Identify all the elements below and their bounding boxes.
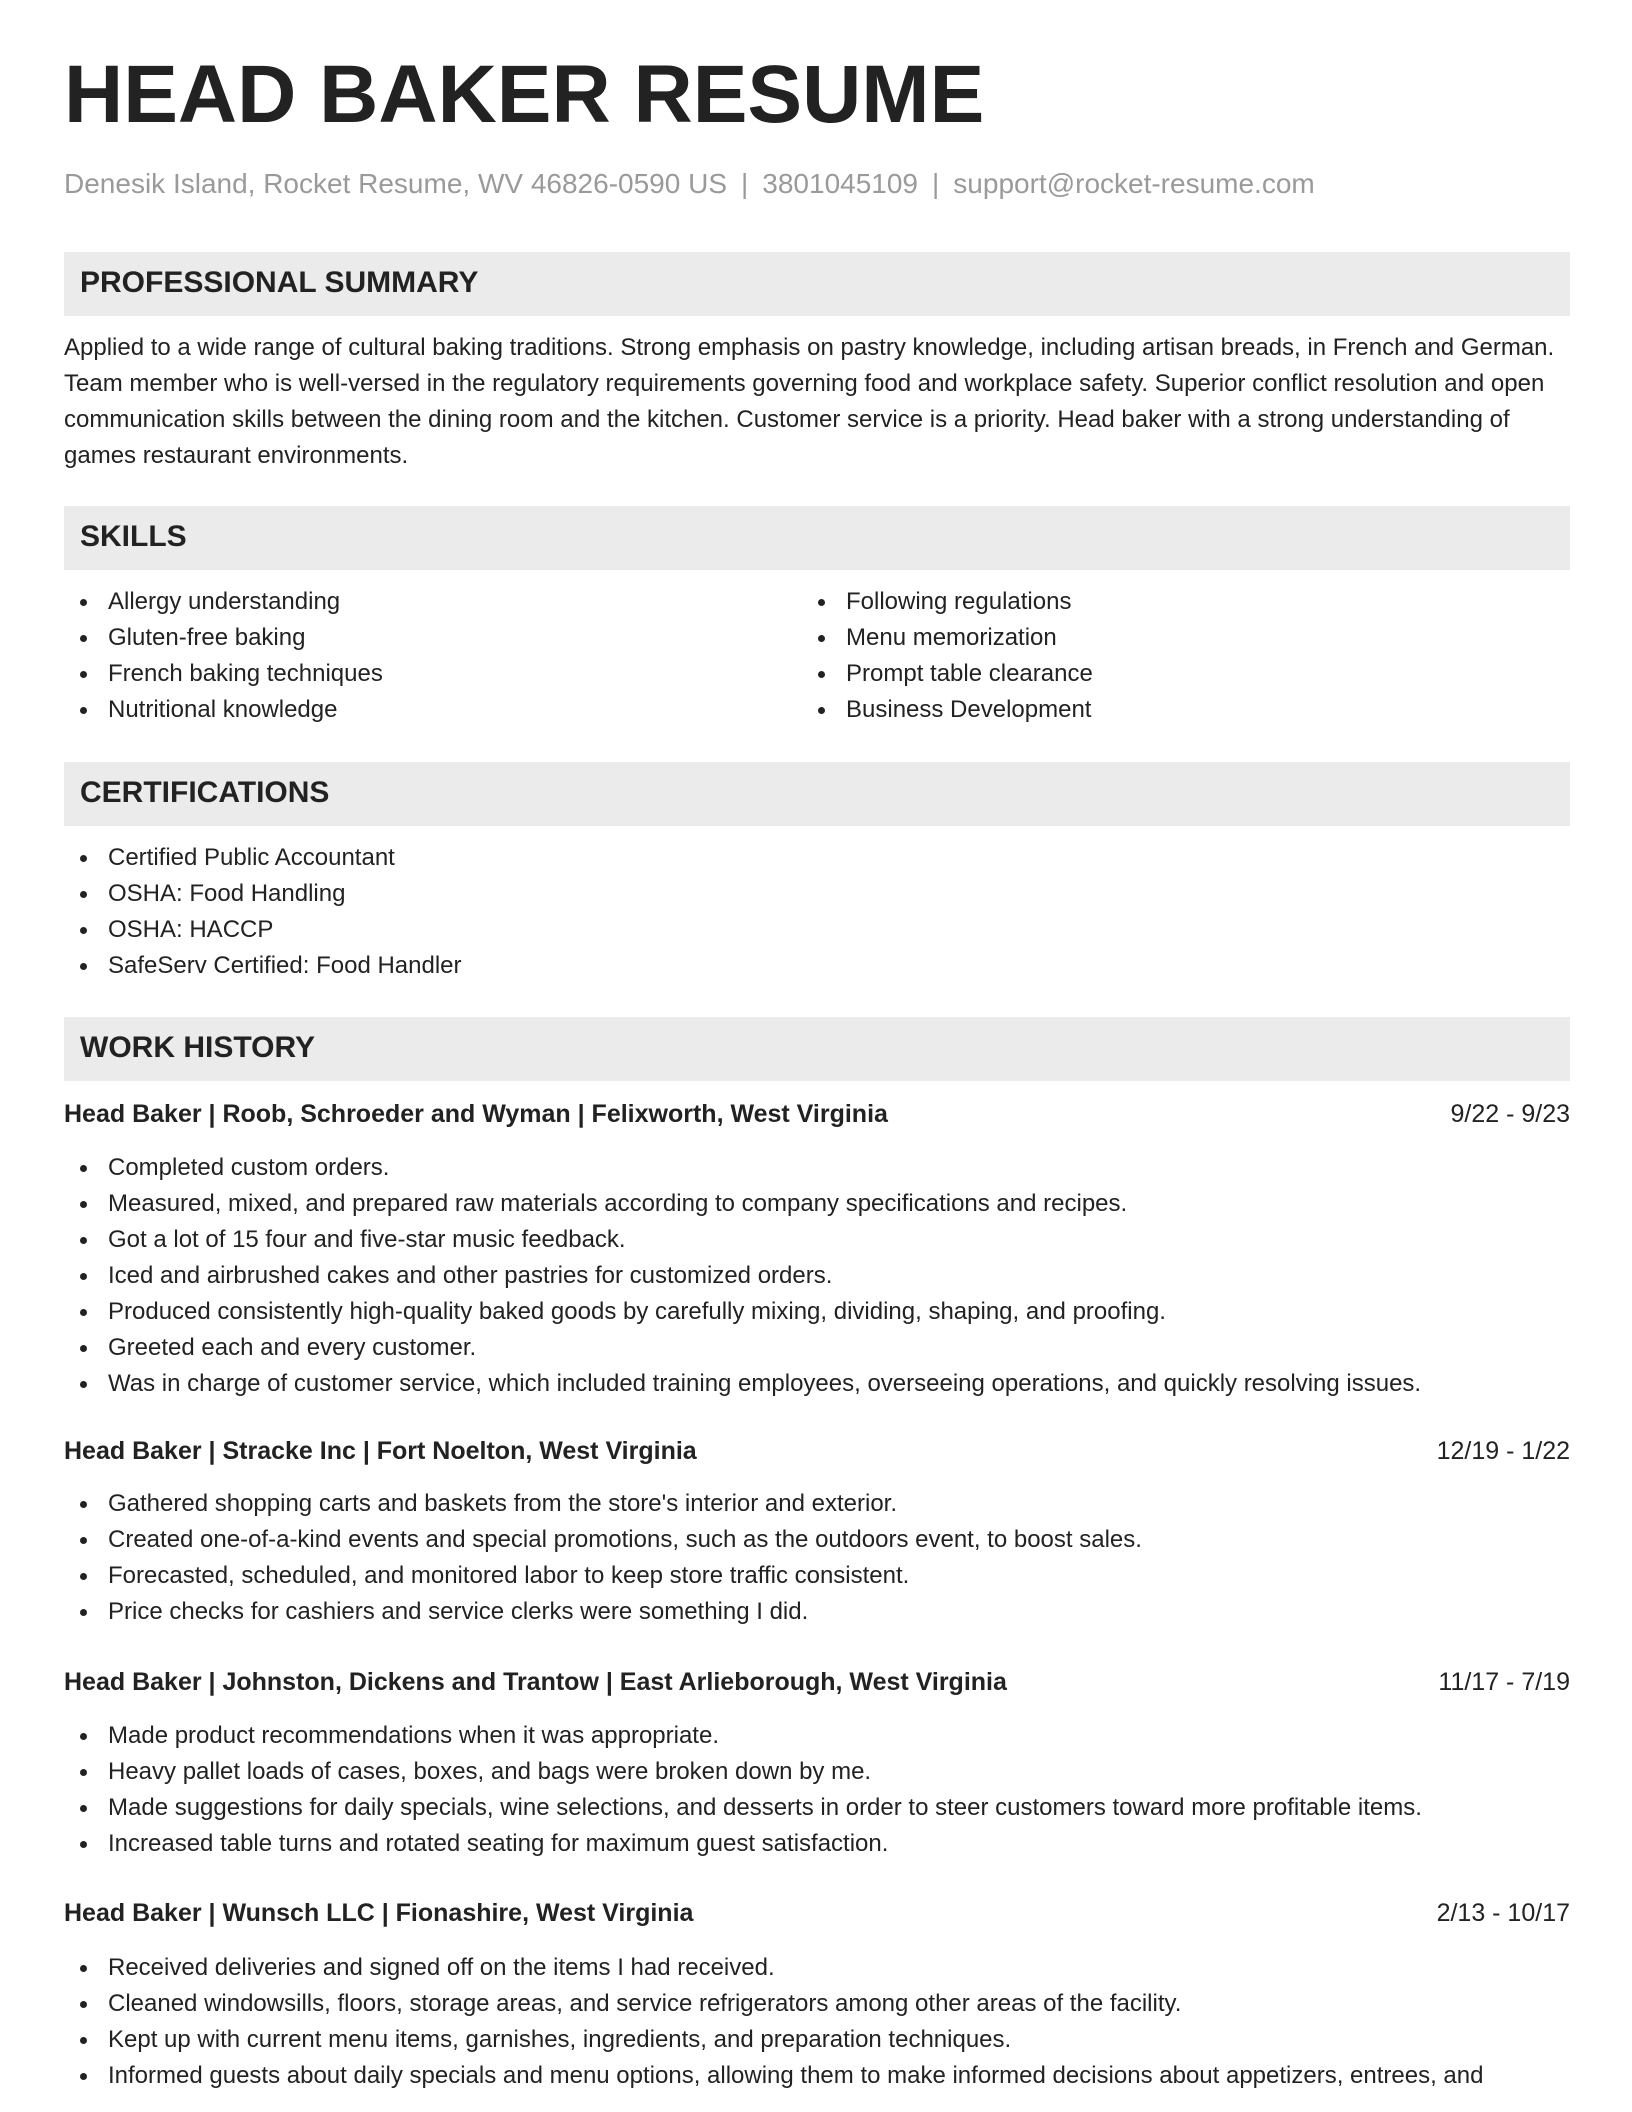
job-bullet: Gathered shopping carts and baskets from the store's interior and exterior. [64,1486,1142,1522]
job-bullets [64,1150,1421,1402]
job-header [64,1664,1570,1700]
job-dates: 2/13 - 10/17 [1436,1899,1570,1927]
job-bullet: Heavy pallet loads of cases, boxes, and bags were broken down by me. [64,1754,1422,1790]
certification-item: OSHA: HACCP [64,912,462,948]
job-bullets [64,1718,1422,1862]
certifications-list [64,840,462,984]
skill-item: Gluten-free baking [64,620,383,656]
job-bullet: Kept up with current menu items, garnishes, ingredients, and preparation techniques. [64,2022,1483,2058]
job-bullet: Produced consistently high-quality baked goods by carefully mixing, dividing, shaping, and proofing. [64,1294,1421,1330]
job-header [64,1433,1570,1469]
job-bullet: Made suggestions for daily specials, wine selections, and desserts in order to steer customers toward more profitable items. [64,1790,1422,1826]
work-heading: WORK HISTORY [80,1031,316,1064]
contact-phone: 3801045109 [762,168,919,199]
job-bullet: Informed guests about daily specials and menu options, allowing them to make informed decisions about appetizers, entrees, and [64,2058,1483,2094]
job-title: Head Baker | Wunsch LLC | Fionashire, West Virginia [64,1899,694,1927]
job-bullet: Completed custom orders. [64,1150,1421,1186]
job-bullets [64,1486,1142,1630]
skill-item: Prompt table clearance [802,656,1093,692]
skills-heading: SKILLS [80,520,187,553]
skills-list-right [802,584,1093,728]
skill-item: Nutritional knowledge [64,692,383,728]
job-title: Head Baker | Stracke Inc | Fort Noelton, West Virginia [64,1437,697,1465]
job-title: Head Baker | Roob, Schroeder and Wyman | Felixworth, West Virginia [64,1100,888,1128]
job-bullets [64,1950,1483,2094]
job-bullet: Greeted each and every customer. [64,1330,1421,1366]
contact-separator: | [932,168,940,199]
job-dates: 12/19 - 1/22 [1436,1437,1570,1465]
job-title: Head Baker | Johnston, Dickens and Trantow | East Arlieborough, West Virginia [64,1668,1007,1696]
skill-item: Allergy understanding [64,584,383,620]
certification-item: OSHA: Food Handling [64,876,462,912]
contact-address: Denesik Island, Rocket Resume, WV 46826-0590 US [64,168,727,199]
contact-separator: | [741,168,749,199]
certifications-heading: CERTIFICATIONS [80,776,330,809]
contact-line [64,168,1315,200]
skill-item: Business Development [802,692,1093,728]
job-dates: 11/17 - 7/19 [1438,1668,1570,1696]
job-bullet: Received deliveries and signed off on the items I had received. [64,1950,1483,1986]
job-bullet: Was in charge of customer service, which included training employees, overseeing operations, and quickly resolving issues. [64,1366,1421,1402]
certification-item: Certified Public Accountant [64,840,462,876]
job-bullet: Got a lot of 15 four and five-star music feedback. [64,1222,1421,1258]
summary-heading: PROFESSIONAL SUMMARY [80,266,479,299]
job-header [64,1096,1570,1132]
job-bullet: Created one-of-a-kind events and special promotions, such as the outdoors event, to boost sales. [64,1522,1142,1558]
skills-list-left [64,584,383,728]
summary-text: Applied to a wide range of cultural baking traditions. Strong emphasis on pastry knowledge, including artisan breads, in French and German. Team member who is well-versed in the regulatory requirements governing food and workplace safety. Superior conflict resolution and open communication skills between the dining room and the kitchen. Customer service is a priority. Head baker with a strong understanding of games restaurant environments. [64,334,1555,469]
job-bullet: Increased table turns and rotated seating for maximum guest satisfaction. [64,1826,1422,1862]
job-bullet: Made product recommendations when it was appropriate. [64,1718,1422,1754]
job-bullet: Price checks for cashiers and service clerks were something I did. [64,1594,1142,1630]
contact-email[interactable]: support@rocket-resume.com [953,168,1315,199]
skills-section-header [64,506,1570,570]
job-header [64,1895,1570,1931]
job-bullet: Cleaned windowsills, floors, storage areas, and service refrigerators among other areas of the facility. [64,1986,1483,2022]
work-section-header [64,1017,1570,1081]
certifications-section-header [64,762,1570,826]
job-dates: 9/22 - 9/23 [1450,1100,1570,1128]
job-bullet: Iced and airbrushed cakes and other pastries for customized orders. [64,1258,1421,1294]
certification-item: SafeServ Certified: Food Handler [64,948,462,984]
skill-item: Menu memorization [802,620,1093,656]
skill-item: French baking techniques [64,656,383,692]
summary-section-header [64,252,1570,316]
skill-item: Following regulations [802,584,1093,620]
job-bullet: Measured, mixed, and prepared raw materials according to company specifications and recipes. [64,1186,1421,1222]
resume-title: HEAD BAKER RESUME [64,49,985,140]
job-bullet: Forecasted, scheduled, and monitored labor to keep store traffic consistent. [64,1558,1142,1594]
